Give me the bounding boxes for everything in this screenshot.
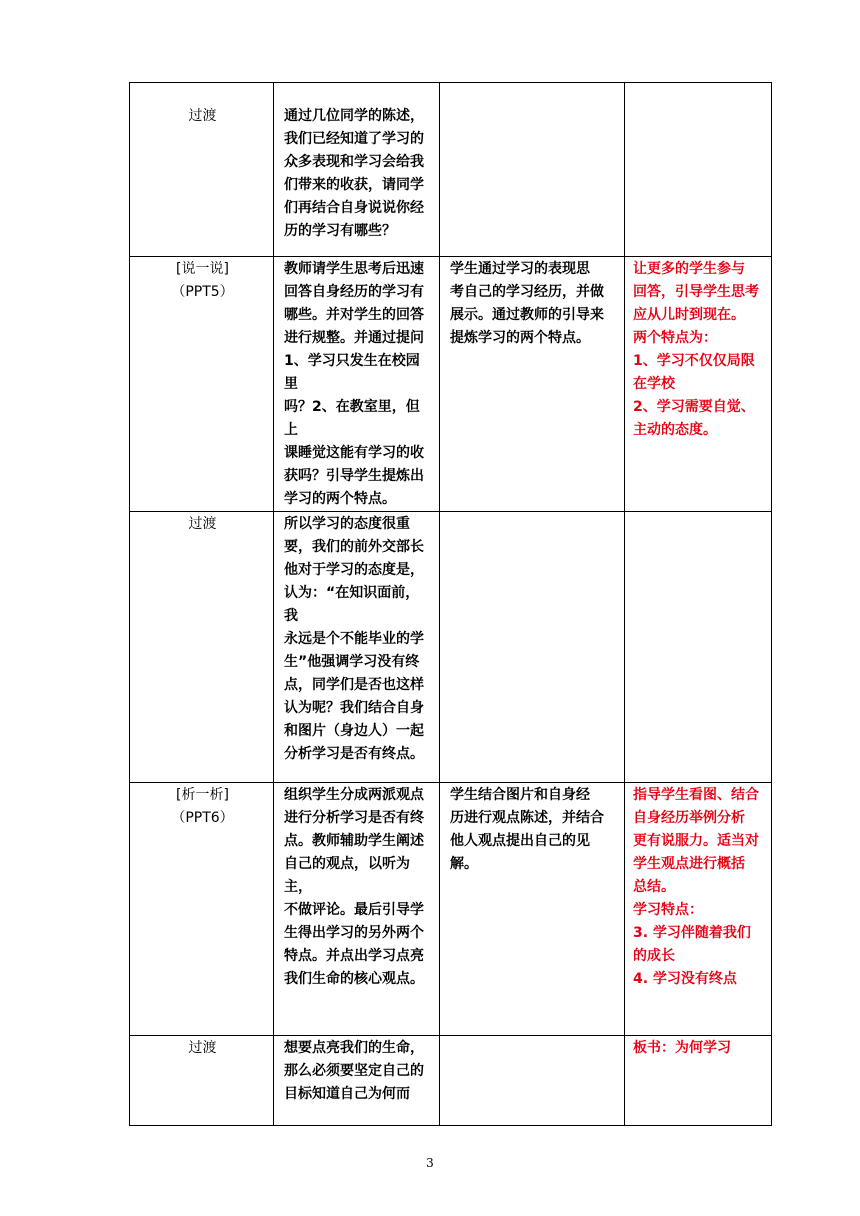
stage-label: 过渡 [188, 1040, 217, 1056]
stage-label: [说一说] [176, 261, 229, 277]
teacher-activity-cell [274, 83, 440, 257]
stage-label: 过渡 [188, 108, 217, 124]
student-activity-text: 学生通过学习的表现思 考自己的学习经历，并做 展示。通过教师的引导来 提炼学习的两个特点。 [450, 261, 604, 346]
design-intent-cell [625, 1036, 772, 1126]
teacher-activity-text: 组织学生分成两派观点 进行分析学习是否有终 点。教师辅助学生阐述 自己的观点，以听为主， 不做评论。最后引导学 生得出学习的另外两个 特点。并点出学习点亮 我们生命的核心观点。 [284, 787, 424, 987]
student-activity-cell [440, 512, 625, 783]
student-activity-cell [440, 83, 625, 257]
stage-label: [析一析] [176, 787, 229, 803]
design-intent-cell [625, 257, 772, 512]
lesson-plan-table [129, 82, 772, 1126]
table-row [130, 257, 772, 512]
design-intent-text: 让更多的学生参与 回答，引导学生思考 应从儿时到现在。 两个特点为： 1、学习不仅仅局限 在学校 2、学习需要自觉、 主动的态度。 [633, 261, 759, 438]
student-activity-text: 学生结合图片和自身经 历进行观点陈述，并结合 他人观点提出自己的见 解。 [450, 787, 604, 872]
design-intent-text: 板书：为何学习 [633, 1040, 731, 1056]
teacher-activity-text: 想要点亮我们的生命， 那么必须要坚定自己的 目标知道自己为何而 [284, 1040, 424, 1102]
student-activity-text [440, 1036, 624, 1058]
design-intent-cell [625, 512, 772, 783]
design-intent-text: 指导学生看图、结合 自身经历举例分析 更有说服力。适当对 学生观点进行概括 总结。 学习特点： 3. 学习伴随着我们 的成长 4. 学习没有终点 [633, 787, 759, 987]
teacher-activity-cell [274, 257, 440, 512]
stage-cell [130, 257, 274, 512]
stage-sublabel: （PPT5） [171, 284, 234, 300]
teacher-activity-text: 教师请学生思考后迅速 回答自身经历的学习有 哪些。并对学生的回答 进行规整。并通过提问 1、学习只发生在校园里 吗？2、在教室里，但上 课睡觉这能有学习的收 获吗？引导学生提炼出 学习的两个特点。 [284, 261, 424, 507]
student-activity-cell [440, 783, 625, 1036]
teacher-activity-cell [274, 512, 440, 783]
design-intent-text [625, 512, 771, 534]
stage-label: 过渡 [188, 516, 217, 532]
teacher-activity-cell [274, 1036, 440, 1126]
teacher-activity-text: 所以学习的态度很重 要，我们的前外交部长 他对于学习的态度是， 认为：“在知识面前，我 永远是个不能毕业的学 生”他强调学习没有终 点，同学们是否也这样 认为呢？我们结合自身 和图片（身边人）一起 分析学习是否有终点。 [284, 516, 424, 762]
stage-cell [130, 783, 274, 1036]
stage-cell [130, 1036, 274, 1126]
stage-cell [130, 512, 274, 783]
teacher-activity-text: 通过几位同学的陈述， 我们已经知道了学习的 众多表现和学习会给我 们带来的收获，请同学 们再结合自身说说你经 历的学习有哪些？ [284, 108, 424, 239]
teacher-activity-cell [274, 783, 440, 1036]
design-intent-cell [625, 783, 772, 1036]
design-intent-text [625, 83, 771, 105]
table-row [130, 83, 772, 257]
stage-sublabel: （PPT6） [171, 810, 234, 826]
stage-cell [130, 83, 274, 257]
student-activity-cell [440, 257, 625, 512]
design-intent-cell [625, 83, 772, 257]
table-row [130, 783, 772, 1036]
student-activity-cell [440, 1036, 625, 1126]
table-row [130, 512, 772, 783]
table-row [130, 1036, 772, 1126]
student-activity-text [440, 83, 624, 105]
page-number: 3 [426, 1156, 434, 1170]
student-activity-text [440, 512, 624, 534]
